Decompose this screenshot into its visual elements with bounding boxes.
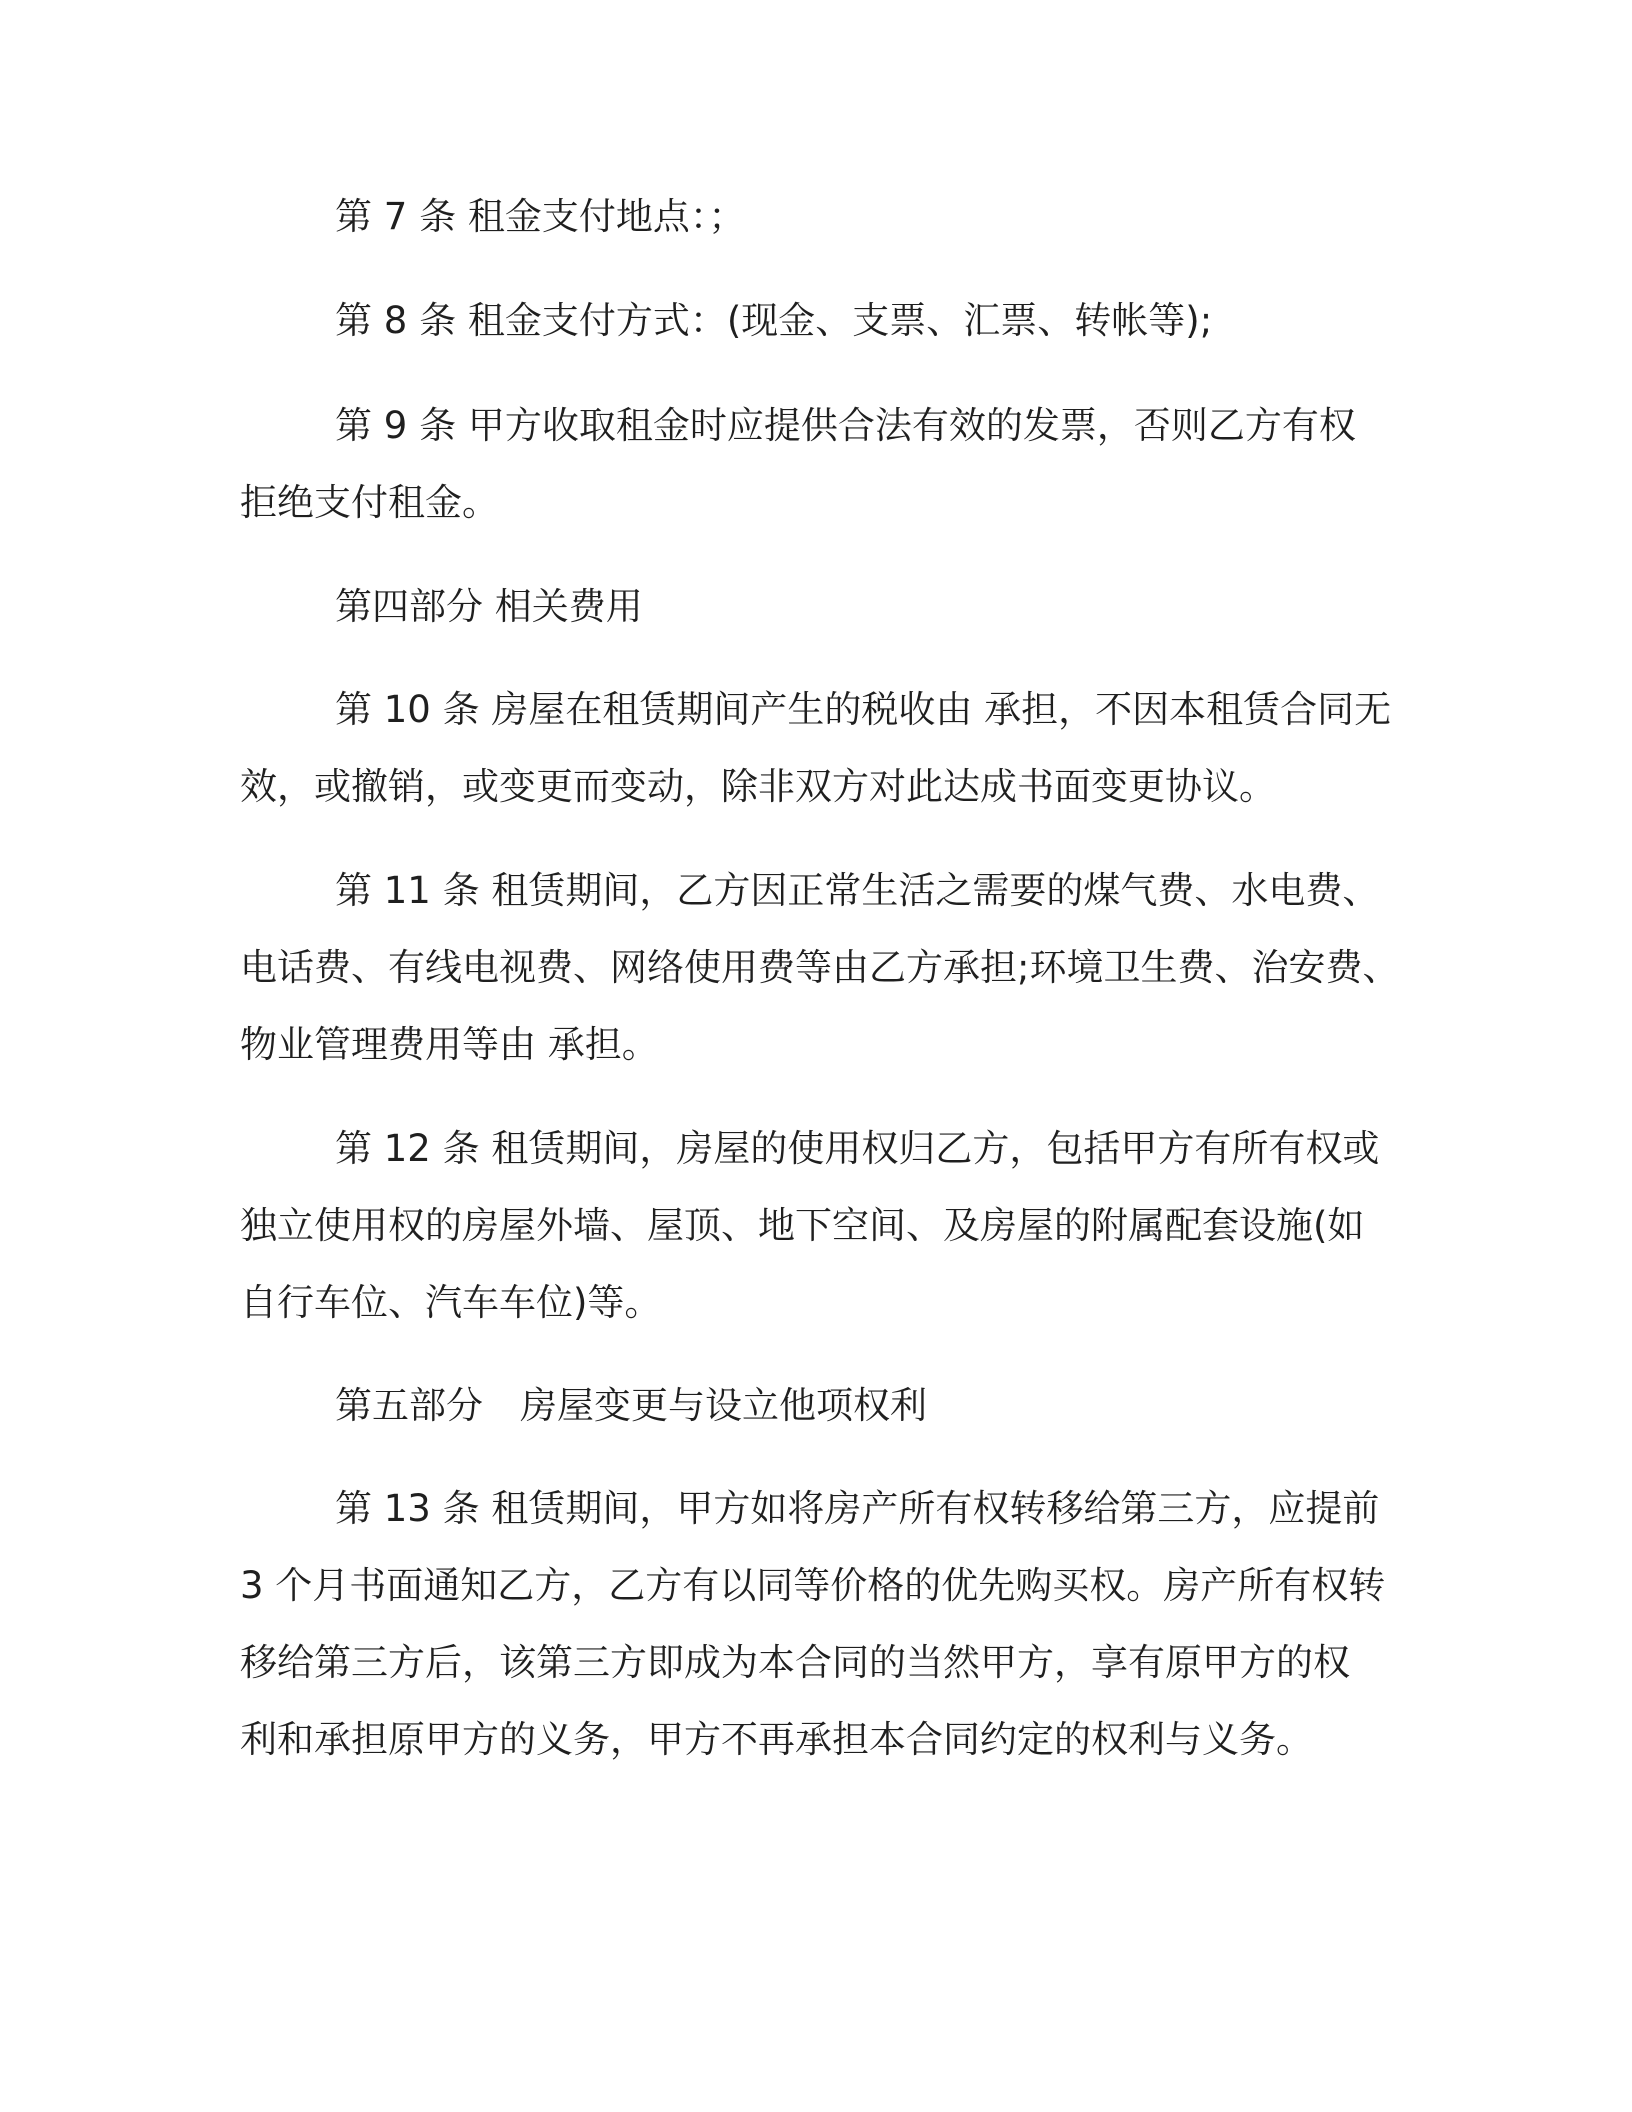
- clause-10-line-1: 第 10 条 房屋在租赁期间产生的税收由 承担，不因本租赁合同无: [335, 688, 1392, 731]
- clause-13-line-3: 移给第三方后，该第三方即成为本合同的当然甲方，享有原甲方的权: [240, 1641, 1350, 1684]
- clause-12-line-2: 独立使用权的房屋外墙、屋顶、地下空间、及房屋的附属配套设施(如: [240, 1204, 1365, 1247]
- clause-12-line-3: 自行车位、汽车车位)等。: [240, 1281, 662, 1324]
- clause-11-line-2: 电话费、有线电视费、网络使用费等由乙方承担;环境卫生费、治安费、: [240, 946, 1400, 989]
- section-5-heading: 第五部分 房屋变更与设立他项权利: [335, 1384, 927, 1427]
- clause-12-line-1: 第 12 条 租赁期间，房屋的使用权归乙方，包括甲方有所有权或: [335, 1127, 1380, 1170]
- clause-9-line-2: 拒绝支付租金。: [240, 481, 499, 524]
- clause-11-line-3: 物业管理费用等由 承担。: [240, 1023, 659, 1066]
- clause-13-line-1: 第 13 条 租赁期间，甲方如将房产所有权转移给第三方，应提前: [335, 1487, 1380, 1530]
- clause-10-line-2: 效，或撤销，或变更而变动，除非双方对此达成书面变更协议。: [240, 765, 1276, 808]
- clause-8-rent-payment-method: 第 8 条 租金支付方式：(现金、支票、汇票、转帐等);: [335, 299, 1213, 342]
- clause-13-line-2: 3 个月书面通知乙方，乙方有以同等价格的优先购买权。房产所有权转: [240, 1564, 1386, 1607]
- section-4-heading: 第四部分 相关费用: [335, 585, 643, 628]
- clause-11-line-1: 第 11 条 租赁期间，乙方因正常生活之需要的煤气费、水电费、: [335, 869, 1380, 912]
- clause-7-rent-payment-location: 第 7 条 租金支付地点：；: [335, 195, 746, 238]
- clause-13-line-4: 利和承担原甲方的义务，甲方不再承担本合同约定的权利与义务。: [240, 1718, 1313, 1761]
- clause-9-line-1: 第 9 条 甲方收取租金时应提供合法有效的发票，否则乙方有权: [335, 404, 1356, 447]
